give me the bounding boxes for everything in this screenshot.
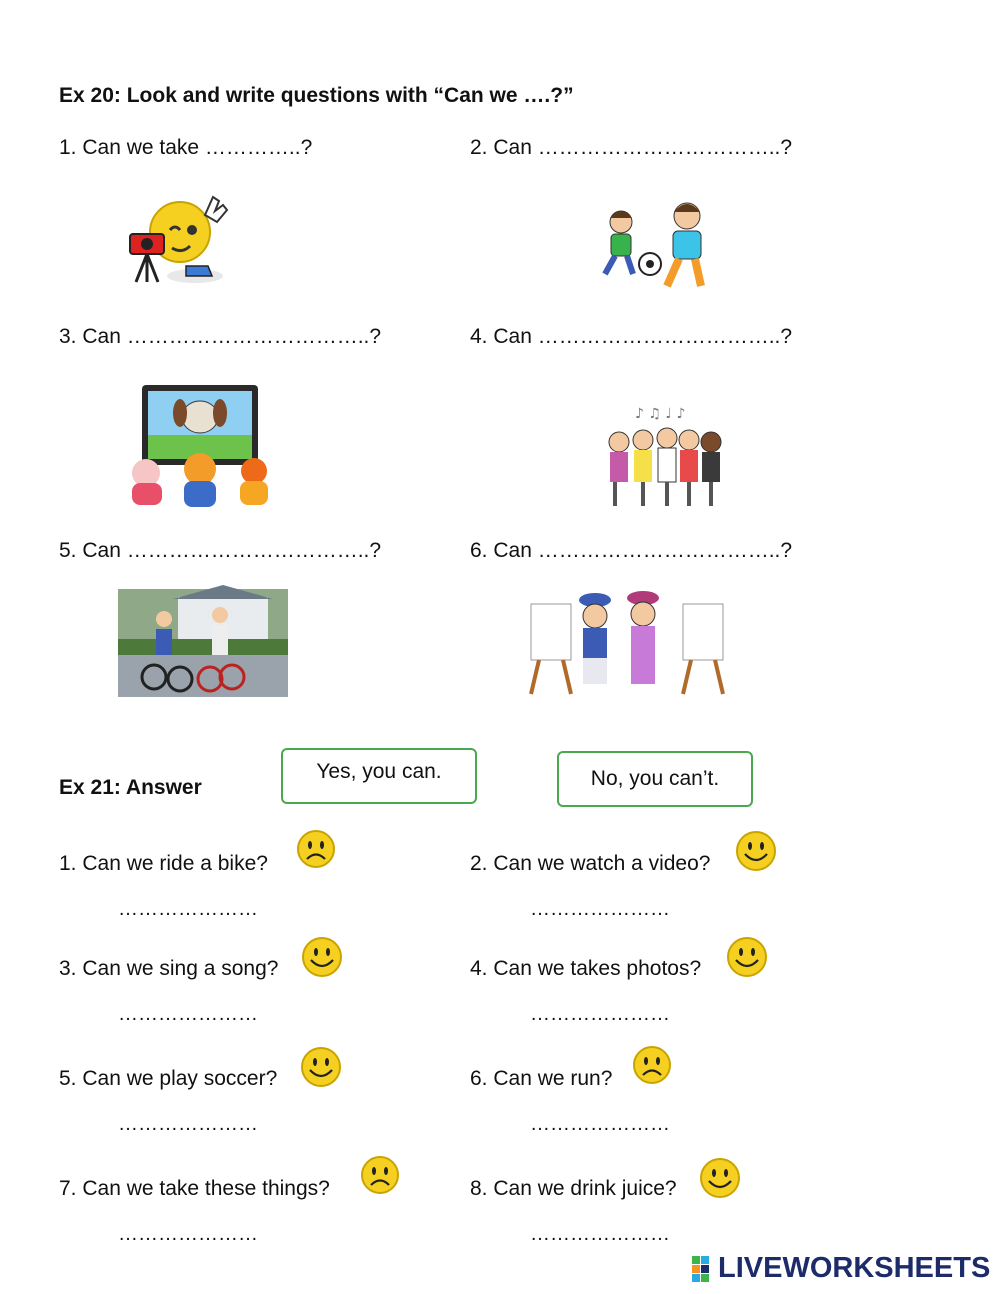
ex21-question-6: 6. Can we run? (470, 1067, 613, 1090)
ex20-item-3: 3. Can ……………………………..? (59, 325, 382, 348)
ex21-question-2: 2. Can we watch a video? (470, 852, 711, 875)
smiley-face-icon (726, 936, 768, 978)
ex21-title: Ex 21: Answer (59, 776, 202, 799)
ex20-item-6: 6. Can ……………………………..? (470, 539, 793, 562)
painting-kids-picture (525, 588, 745, 700)
camera-emoji-picture (120, 190, 230, 290)
answer-blank-4[interactable]: ………………… (530, 1003, 670, 1025)
smiley-face-icon (735, 830, 777, 872)
answer-blank-3[interactable]: ………………… (118, 1003, 258, 1025)
ex21-question-1: 1. Can we ride a bike? (59, 852, 268, 875)
ex21-question-8: 8. Can we drink juice? (470, 1177, 677, 1200)
ex20-item-1: 1. Can we take …………..? (59, 136, 313, 159)
liveworksheets-logo-text: LIVEWORKSHEETS (718, 1252, 991, 1284)
answer-blank-8[interactable]: ………………… (530, 1223, 670, 1245)
answer-blank-5[interactable]: ………………… (118, 1113, 258, 1135)
sad-face-icon (296, 829, 336, 869)
ex21-question-5: 5. Can we play soccer? (59, 1067, 278, 1090)
ex21-question-4: 4. Can we takes photos? (470, 957, 702, 980)
answer-blank-1[interactable]: ………………… (118, 898, 258, 920)
sad-face-icon (360, 1155, 400, 1195)
answer-choice-yes-label: Yes, you can. (316, 760, 442, 783)
answer-blank-6[interactable]: ………………… (530, 1113, 670, 1135)
watching-tv-picture (118, 383, 270, 509)
answer-blank-7[interactable]: ………………… (118, 1223, 258, 1245)
smiley-face-icon (301, 936, 343, 978)
sad-face-icon (632, 1045, 672, 1085)
riding-bikes-picture (118, 589, 288, 697)
svg-text:♪ ♫ ♩ ♪: ♪ ♫ ♩ ♪ (635, 406, 686, 422)
singing-kids-picture (605, 402, 727, 512)
answer-blank-2[interactable]: ………………… (530, 898, 670, 920)
answer-choice-yes[interactable] (281, 748, 477, 804)
liveworksheets-logo-icon (692, 1254, 718, 1284)
smiley-face-icon (699, 1157, 741, 1199)
answer-choice-no[interactable] (557, 751, 753, 807)
liveworksheets-logo[interactable] (692, 1252, 990, 1285)
answer-choice-no-label: No, you can’t. (590, 767, 720, 790)
smiley-face-icon (300, 1046, 342, 1088)
ex21-question-3: 3. Can we sing a song? (59, 957, 279, 980)
ex20-item-5: 5. Can ……………………………..? (59, 539, 382, 562)
soccer-kids-picture (595, 198, 725, 296)
ex20-item-4: 4. Can ……………………………..? (470, 325, 793, 348)
ex21-question-7: 7. Can we take these things? (59, 1177, 330, 1200)
ex20-title: Ex 20: Look and write questions with “Can we ….?” (59, 84, 574, 107)
ex20-item-2: 2. Can ……………………………..? (470, 136, 793, 159)
